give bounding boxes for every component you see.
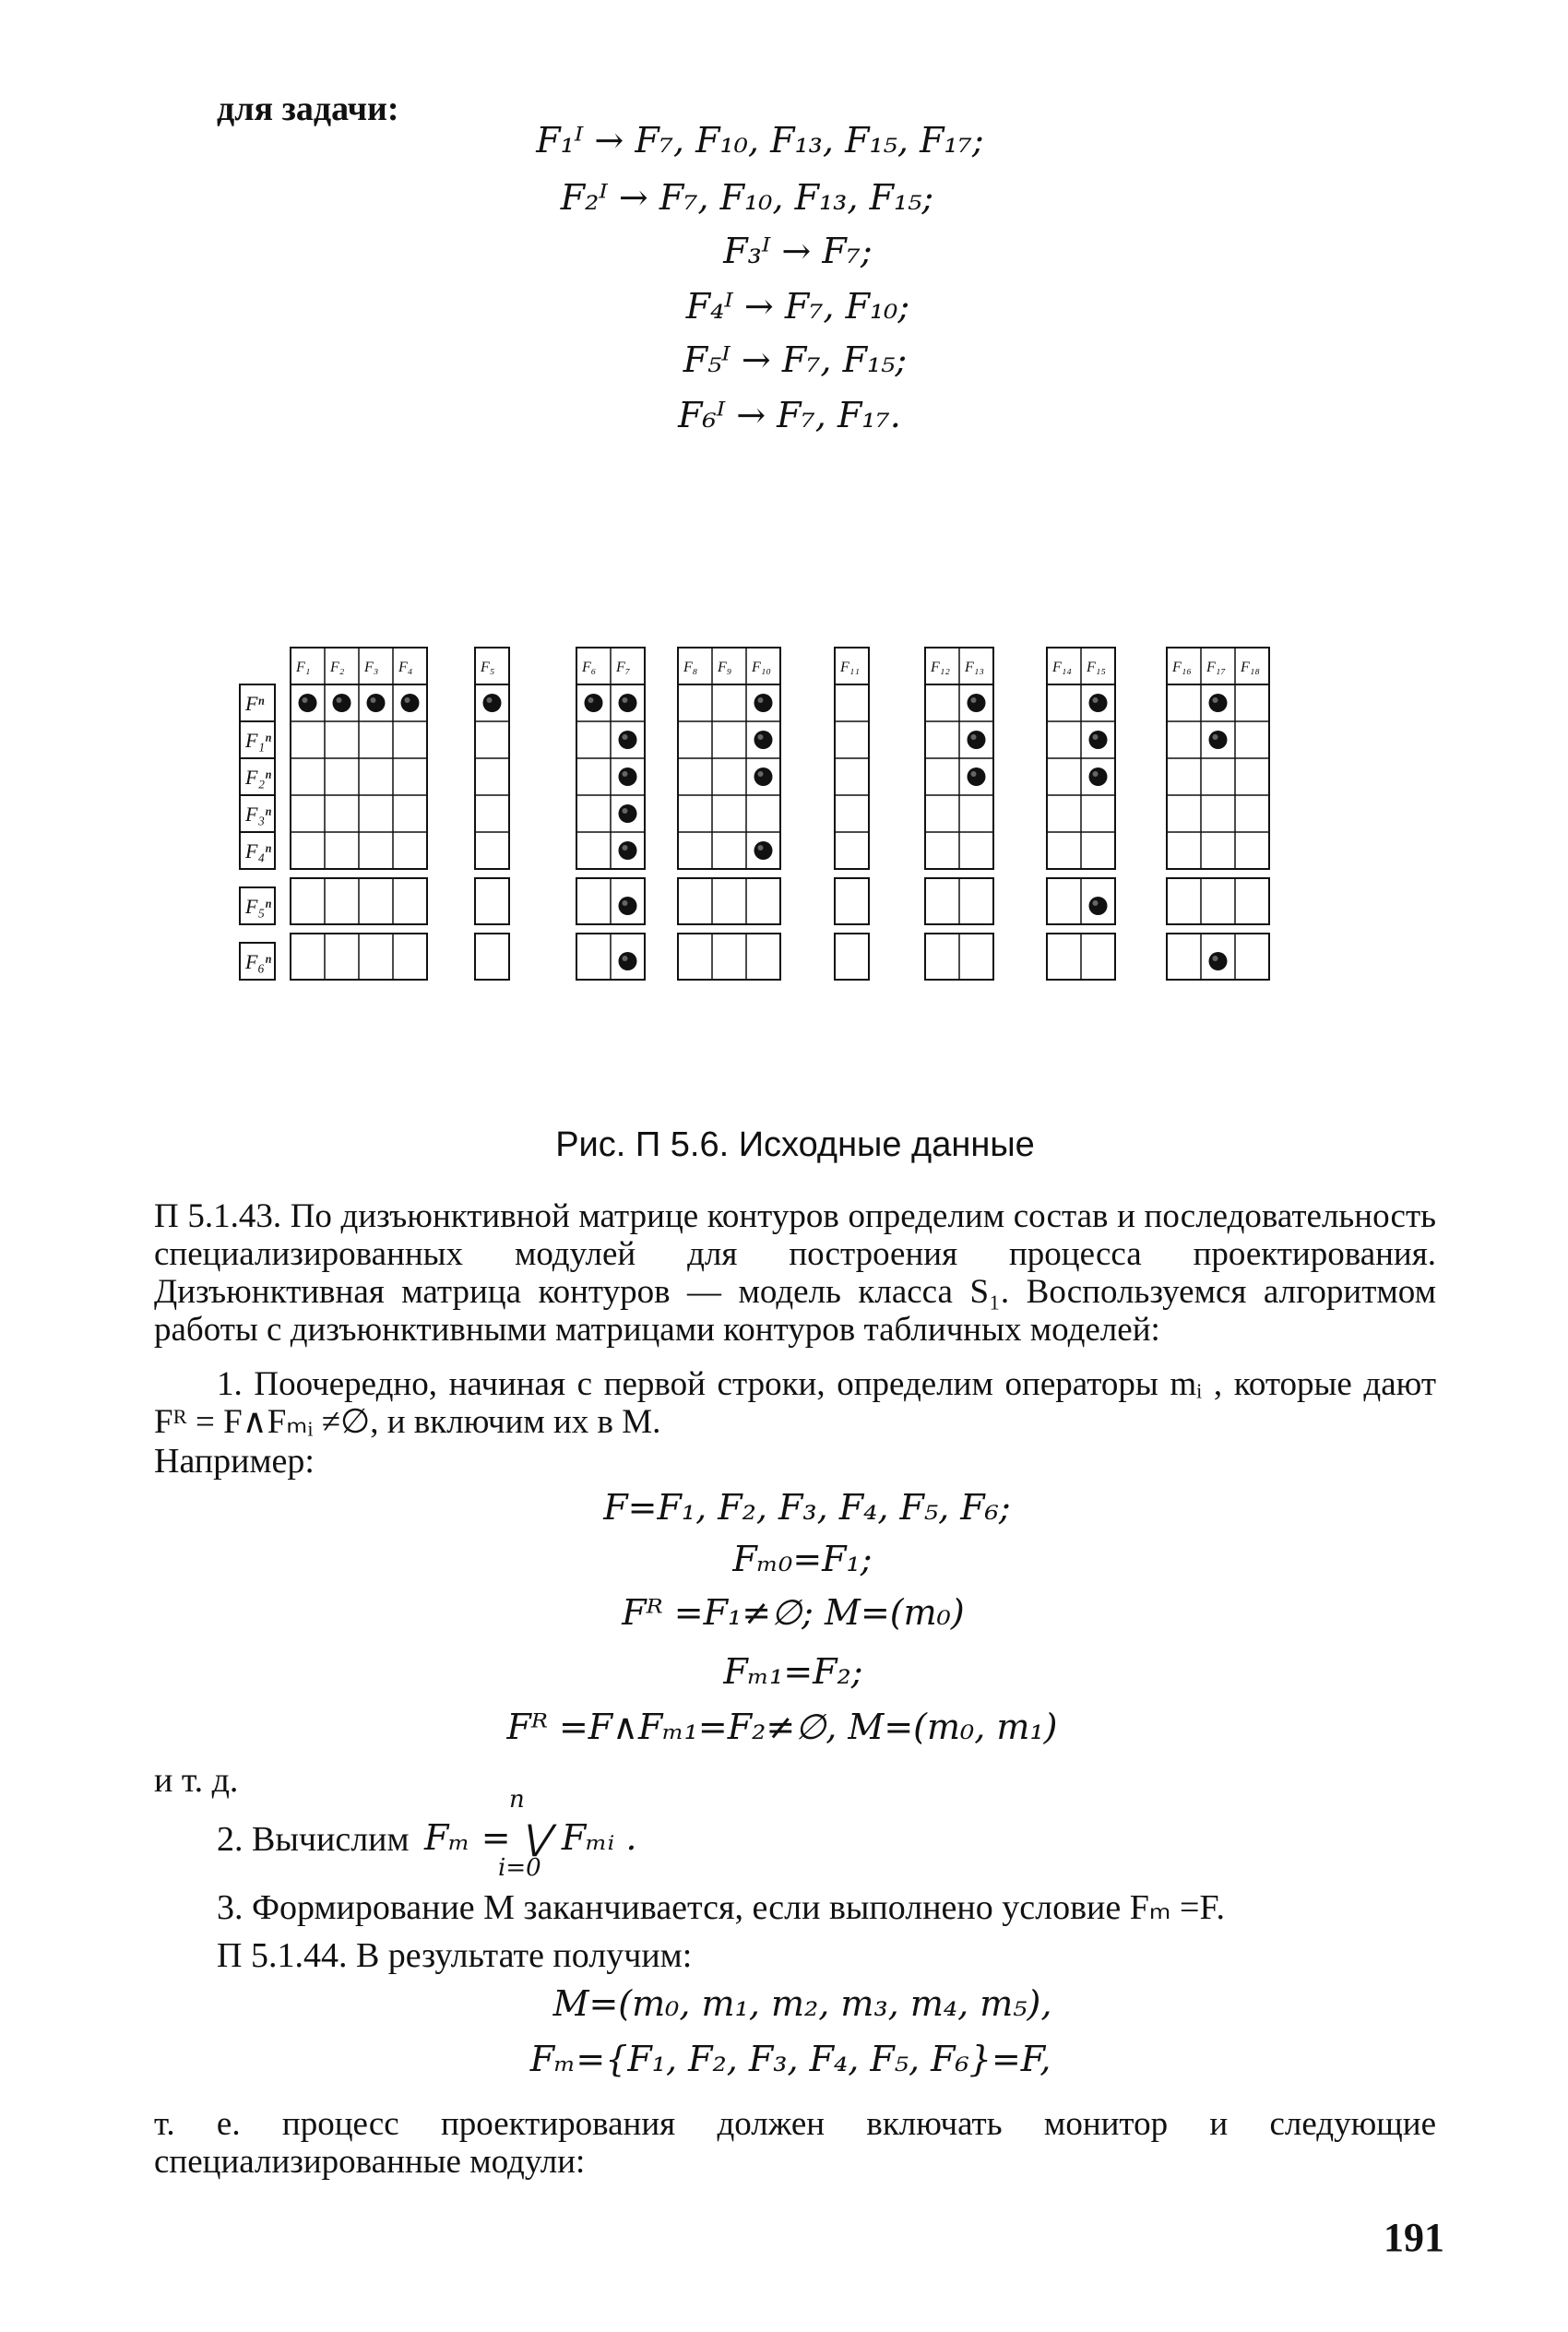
column-label: F₁₀ bbox=[752, 660, 771, 675]
mark-dot bbox=[754, 767, 773, 786]
mark-dot bbox=[968, 731, 986, 749]
column-label: F₁ bbox=[296, 660, 311, 675]
mark-dot bbox=[754, 694, 773, 712]
mark-dot bbox=[619, 952, 637, 970]
mark-dot-highlight bbox=[337, 697, 342, 703]
column-label: F₁₅ bbox=[1087, 660, 1106, 675]
mark-dot bbox=[968, 694, 986, 712]
example-label: Например: bbox=[154, 1442, 315, 1481]
paragraph-conclusion: т. е. процесс проектирования должен включать монитор и следующие специализированные модули: bbox=[154, 2105, 1436, 2181]
mark-dot-highlight bbox=[758, 734, 764, 740]
row-label: F₂ⁿ bbox=[245, 766, 272, 789]
mark-dot-highlight bbox=[1093, 771, 1099, 777]
group-block bbox=[835, 934, 869, 980]
example-formula-1: F=F₁, F₂, F₃, F₄, F₅, F₆; bbox=[603, 1487, 1011, 1528]
result-formula-2: Fₘ={F₁, F₂, F₃, F₄, F₅, F₆}=F, bbox=[529, 2039, 1051, 2079]
mark-dot-highlight bbox=[405, 697, 410, 703]
figure-caption: Рис. П 5.6. Исходные данные bbox=[555, 1125, 1035, 1164]
mark-dot-highlight bbox=[623, 771, 628, 777]
contour-matrix-figure bbox=[235, 637, 1360, 1070]
mark-dot bbox=[619, 731, 637, 749]
mark-dot-highlight bbox=[971, 697, 977, 703]
mark-dot-highlight bbox=[623, 845, 628, 851]
task-formula-4: F₄ᴵ → F₇, F₁₀; bbox=[685, 286, 910, 327]
example-formula-2: Fₘ₀=F₁; bbox=[732, 1539, 873, 1579]
mark-dot bbox=[619, 694, 637, 712]
group-block bbox=[835, 684, 869, 869]
column-label: F₁₂ bbox=[931, 660, 950, 675]
mark-dot bbox=[1089, 767, 1108, 786]
mark-dot-highlight bbox=[1213, 956, 1218, 961]
column-label: F₄ bbox=[398, 660, 413, 675]
mark-dot-highlight bbox=[623, 956, 628, 961]
mark-dot bbox=[401, 694, 420, 712]
group-block bbox=[678, 934, 780, 980]
step-2-upper-limit: n bbox=[509, 1786, 525, 1814]
mark-dot-highlight bbox=[623, 808, 628, 814]
mark-dot bbox=[1209, 952, 1228, 970]
mark-dot-highlight bbox=[758, 771, 764, 777]
column-label: F₁₄ bbox=[1052, 660, 1072, 675]
mark-dot-highlight bbox=[1093, 697, 1099, 703]
result-formula-1: M=(m₀, m₁, m₂, m₃, m₄, m₅), bbox=[552, 1983, 1052, 2024]
row-label: F₅ⁿ bbox=[245, 895, 272, 918]
etc-text: и т. д. bbox=[154, 1761, 239, 1800]
column-label: F₁₈ bbox=[1241, 660, 1260, 675]
mark-dot-highlight bbox=[623, 697, 628, 703]
column-label: F₁₇ bbox=[1206, 660, 1226, 675]
mark-dot-highlight bbox=[487, 697, 493, 703]
mark-dot bbox=[483, 694, 502, 712]
mark-dot-highlight bbox=[1093, 734, 1099, 740]
column-label: F₁₆ bbox=[1172, 660, 1192, 675]
step-3-text: 3. Формирование M заканчивается, если выполнено условие Fₘ =F. bbox=[217, 1888, 1226, 1927]
mark-dot bbox=[1209, 731, 1228, 749]
mark-dot bbox=[968, 767, 986, 786]
column-label: F₁₃ bbox=[965, 660, 984, 675]
mark-dot bbox=[333, 694, 351, 712]
mark-dot bbox=[367, 694, 386, 712]
mark-dot-highlight bbox=[371, 697, 376, 703]
mark-dot-highlight bbox=[303, 697, 308, 703]
mark-dot-highlight bbox=[758, 697, 764, 703]
mark-dot-highlight bbox=[623, 734, 628, 740]
mark-dot bbox=[1089, 731, 1108, 749]
mark-dot bbox=[754, 731, 773, 749]
group-block bbox=[1167, 878, 1269, 924]
column-label: F₅ bbox=[481, 660, 495, 675]
step-2-formula: Fₘ = ⋁ Fₘᵢ . bbox=[424, 1817, 637, 1858]
group-block bbox=[475, 934, 509, 980]
task-formula-3: F₃ᴵ → F₇; bbox=[723, 231, 873, 271]
mark-dot-highlight bbox=[1213, 734, 1218, 740]
row-label: F₃ⁿ bbox=[245, 803, 272, 826]
mark-dot bbox=[1209, 694, 1228, 712]
task-formula-2: F₂ᴵ → F₇, F₁₀, F₁₃, F₁₅; bbox=[560, 177, 934, 218]
mark-dot-highlight bbox=[971, 734, 977, 740]
mark-dot bbox=[754, 841, 773, 860]
paragraph-5-1-44: П 5.1.44. В результате получим: bbox=[217, 1936, 693, 1975]
column-label: F₈ bbox=[683, 660, 698, 675]
step-2-lower-limit: i=0 bbox=[498, 1854, 541, 1882]
mark-dot bbox=[619, 804, 637, 823]
mark-dot bbox=[1089, 694, 1108, 712]
column-label: F₃ bbox=[364, 660, 379, 675]
mark-dot-highlight bbox=[1213, 697, 1218, 703]
mark-dot bbox=[299, 694, 317, 712]
mark-dot bbox=[619, 841, 637, 860]
step-2-text: 2. Вычислим bbox=[217, 1820, 410, 1859]
column-label: F₇ bbox=[616, 660, 631, 675]
mark-dot-highlight bbox=[1093, 900, 1099, 906]
mark-dot-highlight bbox=[971, 771, 977, 777]
group-block bbox=[678, 878, 780, 924]
row-label: F₁ⁿ bbox=[245, 729, 272, 752]
row-label: Fⁿ bbox=[245, 692, 265, 715]
paragraph-5-1-43: П 5.1.43. По дизъюнктивной матрице контуров определим состав и последовательность специализированных модулей для построения процесса проектирования. Дизъюнктивная матрица контуров — модель класса S₁. Воспользуемся алгоритмом работы с дизъюнктивными матрицами контуров табличных моделей: bbox=[154, 1197, 1436, 1349]
mark-dot bbox=[585, 694, 603, 712]
mark-dot-highlight bbox=[623, 900, 628, 906]
task-formula-5: F₅ᴵ → F₇, F₁₅; bbox=[683, 339, 908, 380]
row-label: F₆ⁿ bbox=[245, 950, 272, 973]
column-label: F₂ bbox=[330, 660, 345, 675]
group-block bbox=[475, 878, 509, 924]
column-label: F₆ bbox=[582, 660, 597, 675]
task-formula-1: F₁ᴵ → F₇, F₁₀, F₁₃, F₁₅, F₁₇; bbox=[536, 120, 984, 161]
step-1-text: 1. Поочередно, начиная с первой строки, определим операторы mᵢ , которые дают Fᴿ = F∧Fₘᵢ ≠∅, и включим их в M. bbox=[154, 1365, 1436, 1441]
column-label: F₁₁ bbox=[840, 660, 860, 675]
example-formula-5: Fᴿ =F∧Fₘ₁=F₂≠∅, M=(m₀, m₁) bbox=[506, 1707, 1058, 1747]
example-formula-4: Fₘ₁=F₂; bbox=[723, 1651, 863, 1692]
page-number: 191 bbox=[1384, 2215, 1444, 2260]
task-formula-6: F₆ᴵ → F₇, F₁₇. bbox=[678, 395, 901, 435]
mark-dot-highlight bbox=[758, 845, 764, 851]
column-label: F₉ bbox=[718, 660, 732, 675]
example-formula-3: Fᴿ =F₁≠∅; M=(m₀) bbox=[622, 1592, 965, 1633]
mark-dot bbox=[619, 897, 637, 915]
mark-dot-highlight bbox=[588, 697, 594, 703]
mark-dot bbox=[1089, 897, 1108, 915]
row-label: F₄ⁿ bbox=[245, 839, 272, 863]
mark-dot bbox=[619, 767, 637, 786]
intro-text: для задачи: bbox=[217, 89, 399, 128]
group-block bbox=[835, 878, 869, 924]
